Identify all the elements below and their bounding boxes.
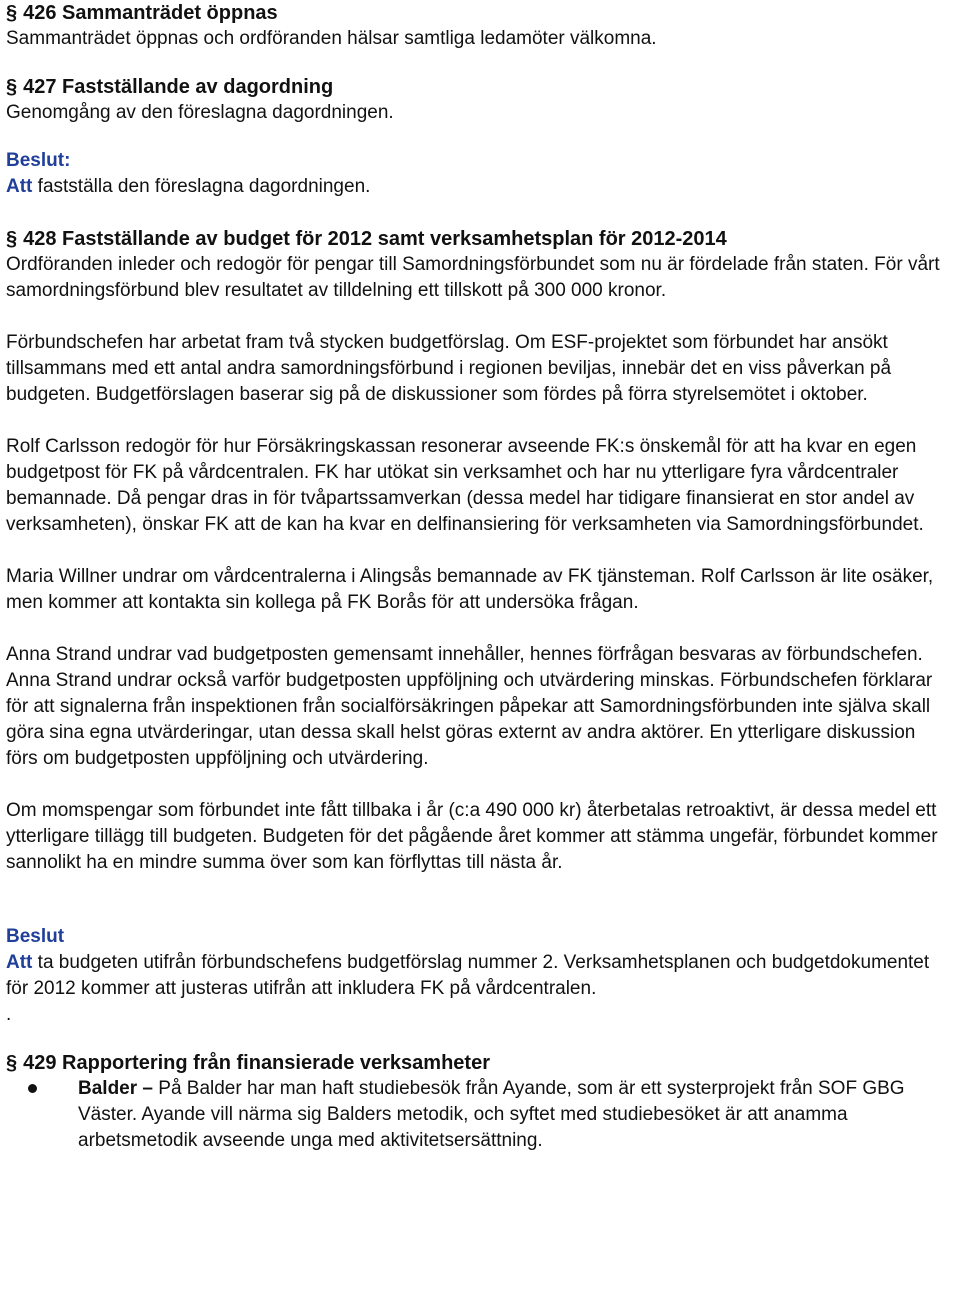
- paragraph-icon: §: [6, 2, 18, 24]
- section-426-title: 426 Sammanträdet öppnas: [23, 2, 278, 24]
- list-item: [78, 1076, 952, 1154]
- section-427-beslut-label: Beslut:: [6, 150, 71, 171]
- section-427-title: 427 Fastställande av dagordning: [23, 76, 334, 98]
- section-427-att: Att: [6, 176, 33, 197]
- paragraph-icon: §: [6, 76, 18, 98]
- section-428-trailing-dot: .: [6, 1004, 12, 1025]
- section-428-heading: [6, 226, 952, 252]
- section-426-text: Sammanträdet öppnas och ordföranden hälsar samtliga ledamöter välkomna.: [6, 28, 657, 49]
- section-428-paragraph-4: Maria Willner undrar om vårdcentralerna i Alingsås bemannade av FK tjänsteman. Rolf Carlsson är lite osäker, men kommer att kontakta sin kollega på FK Borås för att undersöka frågan.: [6, 566, 934, 613]
- section-428-paragraph-6: Om momspengar som förbundet inte fått tillbaka i år (c:a 490 000 kr) återbetalas retroaktivt, är dessa medel ett ytterligare tillägg till budgeten. Budgeten för det pågående året kommer att stämma ungefär, förbundet kommer sannolikt ha en mindre summa över som kan förflyttas till nästa år.: [6, 800, 938, 873]
- section-428-paragraph-2: Förbundschefen har arbetat fram två stycken budgetförslag. Om ESF-projektet som förbundet har ansökt tillsammans med ett antal andra samordningsförbund i regionen beviljas, innebär det en viss påverkan på budgeten. Budgetförslagen baserar sig på de diskussioner som fördes på förra styrelsemötet i oktober.: [6, 332, 892, 405]
- section-429-list: [6, 1076, 952, 1154]
- section-428-beslut-text: ta budgeten utifrån förbundschefens budgetförslag nummer 2. Verksamhetsplanen och budgetdokumentet för 2012 kommer att justeras utifrån att inkludera FK på vårdcentralen.: [6, 952, 930, 999]
- section-427-text: Genomgång av den föreslagna dagordningen.: [6, 102, 394, 123]
- list-item-name: Balder –: [78, 1078, 153, 1099]
- section-427-beslut-text: fastställa den föreslagna dagordningen.: [37, 176, 371, 197]
- section-428-title: 428 Fastställande av budget för 2012 samt verksamhetsplan för 2012-2014: [23, 228, 727, 250]
- section-428-paragraph-1: Ordföranden inleder och redogör för pengar till Samordningsförbundet som nu är fördelade från staten. För vårt samordningsförbund blev resultatet av tilldelning ett tillskott på 300 000 kronor.: [6, 254, 940, 301]
- list-item-text: På Balder har man haft studiebesök från Ayande, som är ett systerprojekt från SOF GBG Väster. Ayande vill närma sig Balders metodik, och syftet med studiebesöket är att anamma arbetsmetodik avseende unga med aktivitetsersättning.: [78, 1078, 905, 1151]
- bullet-icon: [28, 1084, 37, 1093]
- section-427-heading: [6, 74, 952, 100]
- section-427-beslut: [6, 174, 952, 200]
- section-429: [6, 1050, 952, 1154]
- section-428-att: Att: [6, 952, 33, 973]
- section-428-paragraph-3: Rolf Carlsson redogör för hur Försäkringskassan resonerar avseende FK:s önskemål för att ha kvar en egen budgetpost för FK på vårdcentralen. FK har utökat sin verksamhet och har nu ytterligare fyra vårdcentraler bemannade. Då pengar dras in för tvåpartssamverkan (dessa medel har tidigare finansierat en stor andel av verksamheten), önskar FK att de kan ha kvar en delfinansiering för verksamheten via Samordningsförbundet.: [6, 436, 924, 535]
- paragraph-icon: §: [6, 228, 18, 250]
- section-429-title: 429 Rapportering från finansierade verksamheter: [23, 1052, 490, 1074]
- section-428-beslut-label: Beslut: [6, 926, 65, 947]
- section-428-paragraph-5: Anna Strand undrar vad budgetposten gemensamt innehåller, hennes förfrågan besvaras av förbundschefen. Anna Strand undrar också varför budgetposten uppföljning och utvärdering minskas. Förbundschefen förklarar för att signalerna från inspektionen från socialförsäkringen påpekar att Samordningsförbunden inte själva skall göra sina egna utvärderingar, utan dessa skall helst göras externt av andra aktörer. En ytterligare diskussion förs om budgetposten uppföljning och utvärdering.: [6, 644, 933, 769]
- paragraph-icon: §: [6, 1052, 18, 1074]
- section-426: [6, 0, 952, 52]
- section-427: [6, 74, 952, 200]
- section-426-heading: [6, 0, 952, 26]
- section-429-heading: [6, 1050, 952, 1076]
- section-428-beslut: [6, 950, 952, 1002]
- section-428: [6, 226, 952, 1028]
